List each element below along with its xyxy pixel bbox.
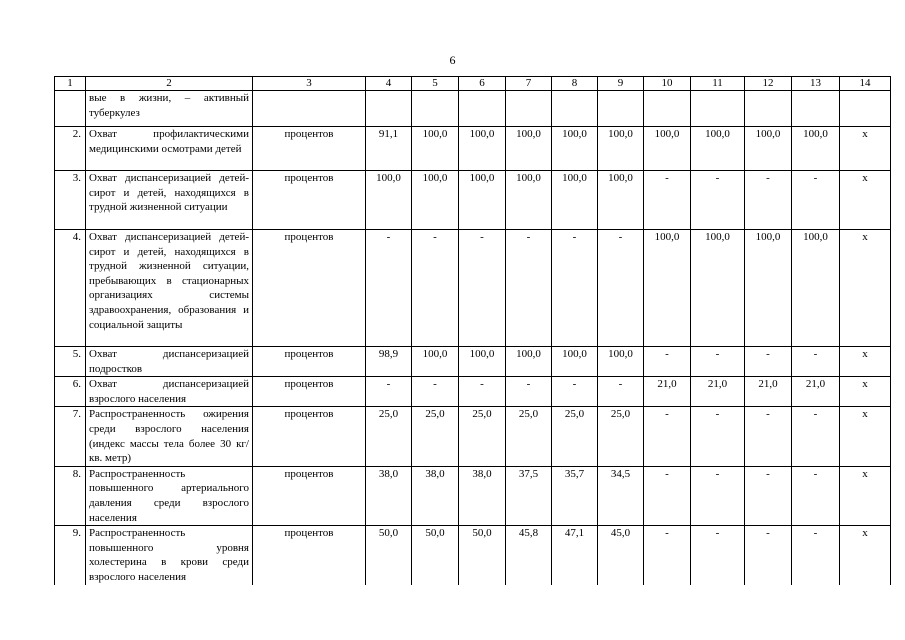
value-cell: 35,7 — [552, 466, 598, 525]
value-cell: 100,0 — [552, 171, 598, 230]
value-cell: х — [840, 407, 891, 466]
value-cell: - — [598, 377, 644, 407]
table-row — [55, 466, 891, 525]
value-cell: 100,0 — [459, 171, 506, 230]
value-cell: 25,0 — [412, 407, 459, 466]
value-cell: 100,0 — [506, 127, 552, 171]
value-cell: х — [840, 377, 891, 407]
indicator-name: Охват профилактическими медицинскими осмотрами детей — [86, 127, 253, 171]
table-row — [55, 91, 891, 127]
value-cell: - — [792, 347, 840, 377]
value-cell: 100,0 — [366, 171, 412, 230]
column-header: 9 — [598, 77, 644, 91]
value-cell: - — [691, 466, 745, 525]
value-cell: 25,0 — [506, 407, 552, 466]
value-cell: - — [644, 347, 691, 377]
value-cell: - — [691, 171, 745, 230]
value-cell: 38,0 — [366, 466, 412, 525]
value-cell: 100,0 — [644, 230, 691, 347]
value-cell: - — [792, 407, 840, 466]
value-cell: 25,0 — [459, 407, 506, 466]
indicator-name: вые в жизни, – активный туберкулез — [86, 91, 253, 127]
value-cell: - — [691, 407, 745, 466]
table-row — [55, 230, 891, 347]
value-cell: 100,0 — [691, 230, 745, 347]
page-number: 6 — [449, 53, 456, 67]
value-cell: - — [552, 230, 598, 347]
value-cell: - — [412, 377, 459, 407]
value-cell: - — [412, 230, 459, 347]
column-header: 11 — [691, 77, 745, 91]
value-cell: - — [745, 407, 792, 466]
unit-cell: процентов — [253, 377, 366, 407]
value-cell: - — [792, 171, 840, 230]
value-cell: х — [840, 230, 891, 347]
value-cell — [644, 91, 691, 127]
value-cell — [459, 91, 506, 127]
table-row — [55, 347, 891, 377]
value-cell: - — [644, 466, 691, 525]
value-cell: 100,0 — [598, 171, 644, 230]
row-number: 6. — [55, 377, 86, 407]
value-cell — [792, 91, 840, 127]
value-cell: х — [840, 127, 891, 171]
value-cell: 91,1 — [366, 127, 412, 171]
value-cell: х — [840, 466, 891, 525]
value-cell — [745, 91, 792, 127]
table-body — [55, 77, 891, 585]
value-cell: 100,0 — [506, 347, 552, 377]
column-header: 12 — [745, 77, 792, 91]
value-cell: 100,0 — [745, 127, 792, 171]
value-cell: 100,0 — [644, 127, 691, 171]
value-cell: 25,0 — [366, 407, 412, 466]
indicator-name: Охват диспансеризацией взрослого населения — [86, 377, 253, 407]
value-cell: 100,0 — [598, 347, 644, 377]
row-number: 5. — [55, 347, 86, 377]
column-header: 10 — [644, 77, 691, 91]
value-cell: 100,0 — [412, 127, 459, 171]
row-number: 8. — [55, 466, 86, 525]
column-header: 3 — [253, 77, 366, 91]
value-cell: - — [366, 377, 412, 407]
value-cell: - — [598, 230, 644, 347]
value-cell — [840, 91, 891, 127]
unit-cell: процентов — [253, 347, 366, 377]
value-cell: - — [745, 171, 792, 230]
value-cell: 100,0 — [552, 347, 598, 377]
value-cell: - — [644, 171, 691, 230]
value-cell: 21,0 — [792, 377, 840, 407]
value-cell: 21,0 — [644, 377, 691, 407]
indicator-name: Охват диспансеризацией детей-сирот и детей, находящихся в трудной жизненной ситуации, пребывающих в стационарных организациях системы здравоохранения, образования и социальной защиты — [86, 230, 253, 347]
value-cell: 100,0 — [506, 171, 552, 230]
value-cell — [598, 91, 644, 127]
value-cell: 100,0 — [459, 127, 506, 171]
value-cell: - — [745, 526, 792, 585]
value-cell: - — [552, 377, 598, 407]
table-row — [55, 407, 891, 466]
column-number-row — [55, 77, 891, 91]
column-header: 4 — [366, 77, 412, 91]
value-cell — [691, 91, 745, 127]
column-header: 8 — [552, 77, 598, 91]
value-cell: 100,0 — [691, 127, 745, 171]
value-cell: 50,0 — [412, 526, 459, 585]
unit-cell: процентов — [253, 526, 366, 585]
value-cell: 37,5 — [506, 466, 552, 525]
value-cell: 21,0 — [691, 377, 745, 407]
value-cell: х — [840, 526, 891, 585]
value-cell: 100,0 — [459, 347, 506, 377]
table-row — [55, 377, 891, 407]
value-cell: 100,0 — [745, 230, 792, 347]
value-cell: 100,0 — [412, 171, 459, 230]
value-cell: - — [691, 526, 745, 585]
unit-cell: процентов — [253, 171, 366, 230]
value-cell: 50,0 — [366, 526, 412, 585]
column-header: 5 — [412, 77, 459, 91]
value-cell: 38,0 — [412, 466, 459, 525]
unit-cell: процентов — [253, 127, 366, 171]
row-number: 3. — [55, 171, 86, 230]
value-cell: 47,1 — [552, 526, 598, 585]
value-cell: 38,0 — [459, 466, 506, 525]
table-row — [55, 127, 891, 171]
indicator-name: Распространенность ожирения среди взрослого населения (индекс массы тела более 30 кг/кв. метр) — [86, 407, 253, 466]
row-number: 7. — [55, 407, 86, 466]
unit-cell — [253, 91, 366, 127]
value-cell: 21,0 — [745, 377, 792, 407]
value-cell: 98,9 — [366, 347, 412, 377]
row-number: 9. — [55, 526, 86, 585]
value-cell: - — [366, 230, 412, 347]
value-cell: - — [459, 230, 506, 347]
row-number: 4. — [55, 230, 86, 347]
value-cell: - — [792, 526, 840, 585]
value-cell: 100,0 — [412, 347, 459, 377]
value-cell: 34,5 — [598, 466, 644, 525]
value-cell: - — [459, 377, 506, 407]
value-cell: - — [691, 347, 745, 377]
column-header: 2 — [86, 77, 253, 91]
column-header: 14 — [840, 77, 891, 91]
column-header: 13 — [792, 77, 840, 91]
value-cell: 25,0 — [552, 407, 598, 466]
value-cell: х — [840, 171, 891, 230]
indicators-table — [54, 76, 891, 585]
value-cell: х — [840, 347, 891, 377]
table-row — [55, 526, 891, 585]
column-header: 1 — [55, 77, 86, 91]
unit-cell: процентов — [253, 407, 366, 466]
value-cell: - — [792, 466, 840, 525]
unit-cell: процентов — [253, 230, 366, 347]
indicator-name: Охват диспансеризацией детей-сирот и детей, находящихся в трудной жизненной ситуации — [86, 171, 253, 230]
value-cell: 45,8 — [506, 526, 552, 585]
value-cell: 100,0 — [792, 127, 840, 171]
table-row — [55, 171, 891, 230]
value-cell: - — [506, 377, 552, 407]
value-cell: - — [745, 466, 792, 525]
indicator-name: Распространенность повышенного артериального давления среди взрослого населения — [86, 466, 253, 525]
value-cell: 25,0 — [598, 407, 644, 466]
indicator-name: Охват диспансеризацией подростков — [86, 347, 253, 377]
value-cell — [412, 91, 459, 127]
value-cell: - — [506, 230, 552, 347]
value-cell: 100,0 — [598, 127, 644, 171]
unit-cell: процентов — [253, 466, 366, 525]
row-number — [55, 91, 86, 127]
value-cell: 50,0 — [459, 526, 506, 585]
column-header: 6 — [459, 77, 506, 91]
column-header: 7 — [506, 77, 552, 91]
value-cell: 45,0 — [598, 526, 644, 585]
value-cell: - — [644, 407, 691, 466]
value-cell: - — [644, 526, 691, 585]
value-cell: - — [745, 347, 792, 377]
value-cell — [366, 91, 412, 127]
value-cell — [506, 91, 552, 127]
indicator-name: Распространенность повышенного уровня холестерина в крови среди взрослого населения — [86, 526, 253, 585]
row-number: 2. — [55, 127, 86, 171]
value-cell — [552, 91, 598, 127]
value-cell: 100,0 — [552, 127, 598, 171]
value-cell: 100,0 — [792, 230, 840, 347]
